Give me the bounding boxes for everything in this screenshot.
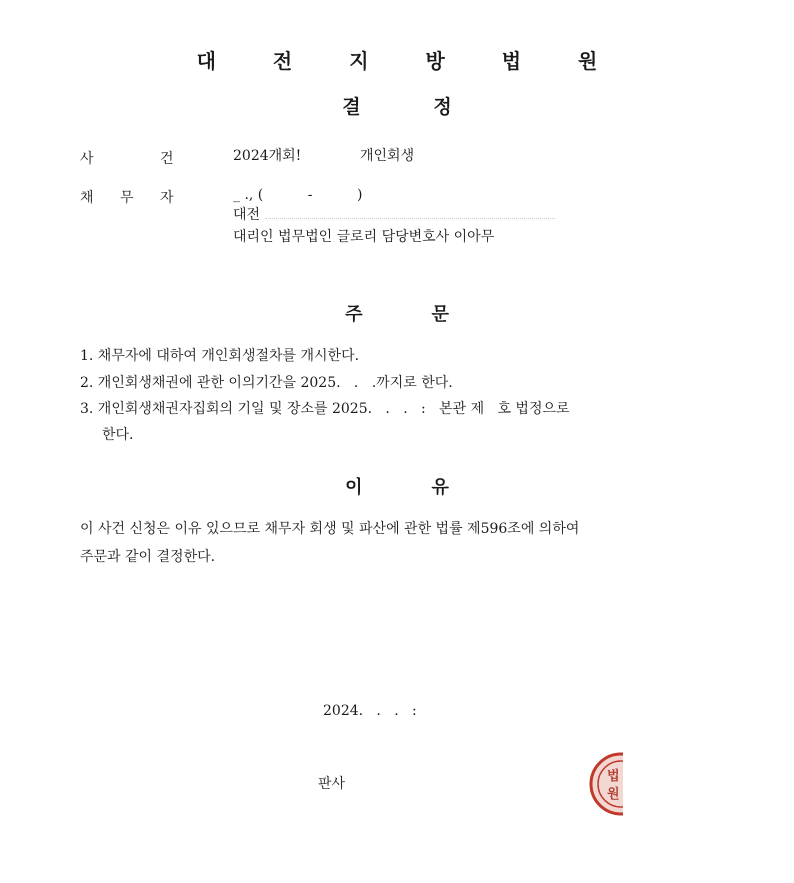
order-item-1: 1. 채무자에 대하여 개인회생절차를 개시한다. (80, 348, 360, 364)
redaction-dots (265, 216, 555, 219)
order-item-3-cont: 한다. (102, 427, 134, 443)
decision-title: 결 정 (342, 96, 452, 118)
order-item-3: 3. 개인회생채권자집회의 기일 및 장소를 2025. . . : 본관 제 호 법정으로 (80, 401, 570, 417)
decision-date: 2024. . . : (323, 703, 417, 719)
debtor-agent: 대리인 법무법인 글로리 담당변호사 이아무 (233, 229, 495, 245)
reason-line-1: 이 사건 신청은 이유 있으므로 채무자 회생 및 파산에 관한 법률 제596조에 의하여 (80, 521, 580, 537)
case-label-char-1: 사 (80, 151, 94, 167)
court-seal (585, 748, 623, 820)
court-name: 대 전 지 방 법 원 (196, 49, 623, 73)
case-type: 개인회생 (360, 148, 415, 164)
order-heading: 주 문 (345, 304, 449, 325)
reason-line-2: 주문과 같이 결정한다. (80, 549, 216, 565)
order-item-2: 2. 개인회생채권에 관한 이의기간을 2025. . .까지로 한다. (80, 375, 453, 391)
seal-icon (585, 748, 623, 820)
reason-heading: 이 유 (345, 477, 449, 498)
debtor-name-line: _ ., ( - ) (233, 187, 363, 203)
debtor-label-char-1: 채 (80, 190, 94, 206)
debtor-label-char-3: 자 (160, 190, 174, 206)
svg-text:원: 원 (607, 787, 620, 802)
debtor-label-char-2: 무 (120, 190, 134, 206)
case-number: 2024개회! (233, 148, 302, 164)
svg-text:법: 법 (607, 769, 620, 784)
judge-label: 판사 (318, 776, 346, 792)
debtor-address: 대전 (233, 207, 261, 223)
case-label-char-2: 건 (160, 151, 174, 167)
